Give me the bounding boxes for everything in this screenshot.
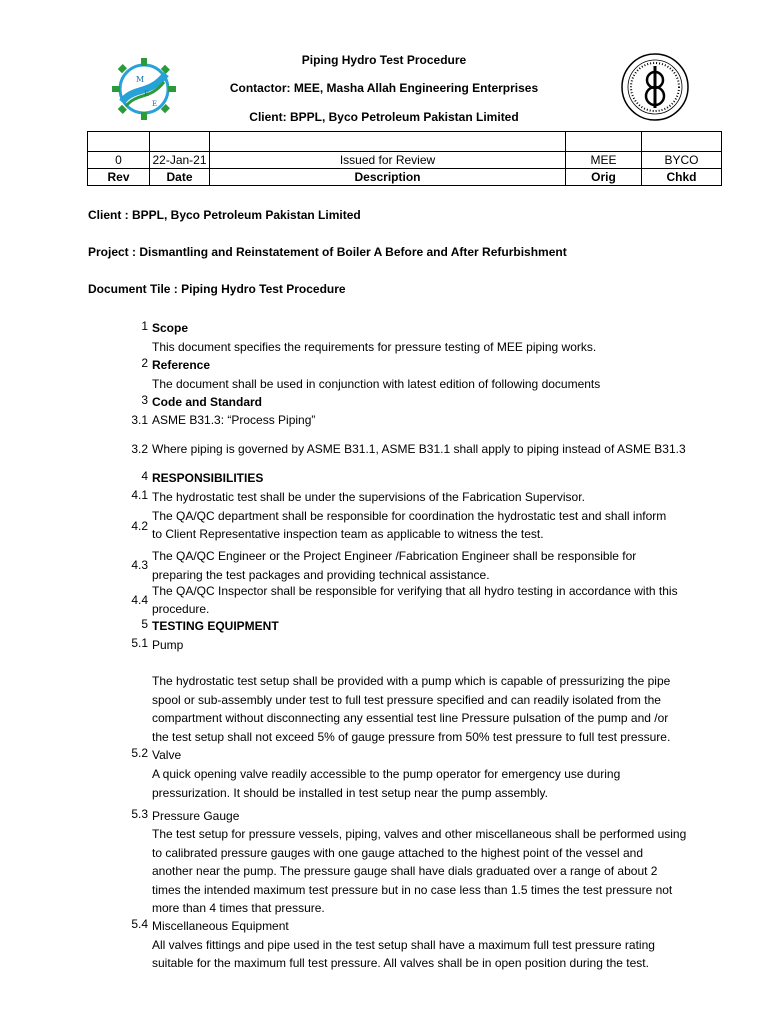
column-header: Description (210, 169, 566, 186)
section-text: The test setup for pressure vessels, piping, valves and other miscellaneous shall be performed using (152, 827, 687, 841)
section-number: 5.1 (131, 636, 148, 650)
section-number: 5.4 (131, 917, 148, 931)
doc-header-title: Piping Hydro Test Procedure (301, 53, 467, 67)
section-text: another near the pump. The pressure gauge shall have dials graduated over a range of about 2 (152, 864, 658, 878)
section-number: 4.1 (131, 488, 148, 502)
table-cell (210, 132, 566, 152)
section-number: 3.1 (131, 413, 148, 427)
section-text: This document specifies the requirements for pressure testing of MEE piping works. (152, 340, 597, 354)
section-heading: RESPONSIBILITIES (152, 471, 264, 485)
section-heading: Scope (152, 321, 189, 335)
section-text: The QA/QC department shall be responsible for coordination the hydrostatic test and shall inform (152, 509, 667, 523)
chkd-cell: BYCO (642, 152, 722, 169)
subsection-heading: Valve (152, 748, 182, 762)
logo-letter-e1: E (144, 90, 150, 98)
section-text: pressurization. It should be installed in test setup near the pump assembly. (152, 786, 548, 800)
section-number: 4.2 (131, 519, 148, 533)
column-header: Date (150, 169, 210, 186)
section-text: preparing the test packages and providing technical assistance. (152, 568, 490, 582)
column-header: Chkd (642, 169, 722, 186)
section-text: the test setup shall not exceed 5% of gauge pressure from 50% test pressure to full test pressure. (152, 730, 671, 744)
revision-table (87, 131, 722, 186)
section-text: A quick opening valve readily accessible to the pump operator for emergency use during (152, 767, 621, 781)
table-cell (566, 132, 642, 152)
section-text: more than 4 times that pressure. (152, 901, 325, 915)
section-text: to calibrated pressure gauges with one gauge attached to the highest point of the vessel and (152, 846, 644, 860)
orig-cell: MEE (566, 152, 642, 169)
section-number: 4.3 (131, 558, 148, 572)
project-line: Project : Dismantling and Reinstatement of Boiler A Before and After Refurbishment (88, 245, 567, 259)
subsection-heading: Pressure Gauge (152, 809, 240, 823)
section-heading: Reference (152, 358, 211, 372)
table-row (88, 152, 722, 169)
table-cell (642, 132, 722, 152)
client-line: Client : BPPL, Byco Petroleum Pakistan Limited (88, 208, 361, 222)
date-cell: 22-Jan-21 (150, 152, 210, 169)
table-header-row (88, 169, 722, 186)
section-text: The document shall be used in conjunction with latest edition of following documents (152, 377, 601, 391)
doc-header-contractor: Contactor: MEE, Masha Allah Engineering Enterprises (229, 81, 539, 95)
table-cell (88, 132, 150, 152)
section-number: 1 (141, 319, 148, 333)
section-number: 4 (141, 469, 148, 483)
section-number: 4.4 (131, 593, 148, 607)
logo-letter-e2: E (152, 100, 158, 108)
document-title-line: Document Tile : Piping Hydro Test Procedure (88, 282, 346, 296)
subsection-heading: Miscellaneous Equipment (152, 919, 289, 933)
column-header: Orig (566, 169, 642, 186)
section-text: procedure. (152, 602, 210, 616)
section-text: The QA/QC Inspector shall be responsible for verifying that all hydro testing in accordance with this (152, 584, 678, 598)
section-number: 3 (141, 393, 148, 407)
section-heading: Code and Standard (152, 395, 263, 409)
section-heading: TESTING EQUIPMENT (152, 619, 279, 633)
section-text: Where piping is governed by ASME B31.1, ASME B31.1 shall apply to piping instead of ASME B31.3 (152, 442, 686, 456)
section-text: All valves fittings and pipe used in the test setup shall have a maximum full test pressure rating (152, 938, 655, 952)
section-text: compartment without disconnecting any essential test line Pressure pulsation of the pump and /or (152, 711, 669, 725)
section-text: spool or sub-assembly under test to full test pressure specified and can readily isolated from the (152, 693, 661, 707)
section-text: The hydrostatic test shall be under the supervisions of the Fabrication Supervisor. (152, 490, 585, 504)
subsection-heading: Pump (152, 638, 184, 652)
section-text: suitable for the maximum full test pressure. All valves shall be in open position during the test. (152, 956, 649, 970)
section-number: 5 (141, 617, 148, 631)
section-text: The hydrostatic test setup shall be provided with a pump which is capable of pressurizing the pipe (152, 674, 671, 688)
table-cell (150, 132, 210, 152)
section-number: 5.2 (131, 746, 148, 760)
client-seal-logo (620, 52, 690, 122)
column-header: Rev (88, 169, 150, 186)
description-cell: Issued for Review (210, 152, 566, 169)
section-text: times the intended maximum test pressure but in no case less than 1.5 times the test pressure not (152, 883, 673, 897)
section-text: ASME B31.3: “Process Piping” (152, 413, 316, 427)
section-text: The QA/QC Engineer or the Project Engineer /Fabrication Engineer shall be responsible for (152, 549, 637, 563)
rev-cell: 0 (88, 152, 150, 169)
doc-header-client: Client: BPPL, Byco Petroleum Pakistan Limited (249, 110, 519, 124)
section-number: 2 (141, 356, 148, 370)
logo-letter-m: M (136, 75, 145, 84)
table-row (88, 132, 722, 152)
section-text: to Client Representative inspection team as applicable to witness the test. (152, 527, 544, 541)
section-number: 5.3 (131, 807, 148, 821)
section-number: 3.2 (131, 442, 148, 456)
